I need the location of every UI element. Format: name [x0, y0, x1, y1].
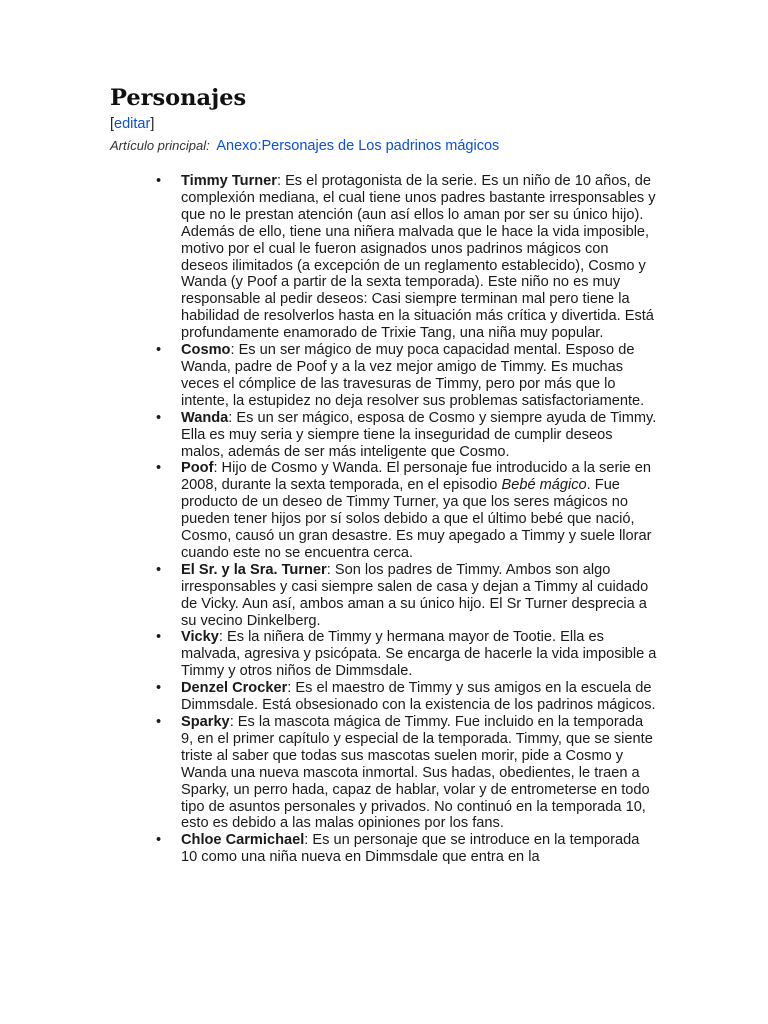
list-item-sparky	[110, 714, 658, 832]
bullet-icon: •	[156, 173, 162, 189]
character-name: Denzel Crocker	[181, 680, 288, 697]
character-name: Vicky	[181, 629, 219, 646]
character-description: : Es la niñera de Timmy y hermana mayor de Tootie. Ella es malvada, agresiva y psicópata. Se encarga de hacerle la vida imposible a Timmy y otros niños de Dimmsdale.	[181, 629, 657, 680]
character-list	[110, 173, 658, 866]
edit-close-bracket: ]	[150, 116, 155, 132]
section-heading: Personajes	[110, 85, 247, 111]
bullet-icon: •	[156, 342, 162, 359]
list-item-poof	[110, 460, 658, 561]
bullet-icon: •	[156, 561, 162, 578]
bullet-icon: •	[156, 460, 162, 477]
list-item-chloe-carmichael	[110, 832, 658, 866]
character-name: Chloe Carmichael	[181, 832, 305, 849]
edit-section-row	[110, 115, 658, 133]
character-description: : Hijo de Cosmo y Wanda. El personaje fue introducido a la serie en 2008, durante la sexta temporada, en el episodio	[181, 460, 651, 494]
list-item-vicky	[110, 629, 658, 680]
main-article-link[interactable]: Anexo:Personajes de Los padrinos mágicos	[216, 138, 500, 154]
character-description: : Son los padres de Timmy. Ambos son algo irresponsables y casi siempre salen de casa y dejan a Timmy al cuidado de Vicky. Aun así, ambos aman a su único hijo. El Sr Turner desprecia a su vecino Dinkelberg.	[181, 561, 649, 629]
edit-open-bracket: [	[110, 116, 115, 132]
character-description: : Es la mascota mágica de Timmy. Fue incluido en la temporada 9, en el primer capítulo y especial de la temporada. Timmy, que se siente triste al saber que todas sus mascotas suelen morir, pide a Cosmo y Wanda una nueva mascota inmortal. Sus hadas, obedientes, le traen a Sparky, un perro hada, capaz de hablar, volar y de entrometerse en todo tipo de asuntos personales y privados. No continuó en la temporada 10, esto es debido a las malas opiniones por los fans.	[181, 714, 653, 832]
character-name: Timmy Turner	[181, 173, 277, 189]
bullet-icon: •	[156, 629, 162, 646]
character-description: : Es el maestro de Timmy y sus amigos en la escuela de Dimmsdale. Está obsesionado con la existencia de los padrinos mágicos.	[181, 680, 656, 714]
article-section	[110, 84, 658, 866]
main-article-note	[110, 137, 658, 155]
character-description: : Es un personaje que se introduce en la temporada 10 como una niña nueva en Dimmsdale que entra en la	[181, 832, 640, 866]
character-name: Cosmo	[181, 342, 231, 359]
character-description-cont: . Fue producto de un deseo de Timmy Turner, ya que los seres mágicos no pueden tener hijos por sí solos debido a que el último bebé que nació, Cosmo, causó un gran desastre. Es muy apegado a Timmy y suele llorar cuando este no se encuentra cerca.	[181, 477, 652, 561]
character-name: Sparky	[181, 714, 230, 730]
character-name: El Sr. y la Sra. Turner	[181, 561, 327, 578]
character-description: : Es un ser mágico de muy poca capacidad mental. Esposo de Wanda, padre de Poof y a la vez mejor amigo de Timmy. Es muchas veces el cómplice de las travesuras de Timmy, pero por más que lo intente, la estupidez no deja resolver sus problemas satisfactoriamente.	[181, 342, 645, 409]
main-article-label: Artículo principal:	[110, 138, 210, 153]
bullet-icon: •	[156, 680, 162, 697]
character-name: Wanda	[181, 409, 229, 426]
bullet-icon: •	[156, 409, 162, 426]
bullet-icon: •	[156, 832, 162, 849]
episode-title: Bebé mágico	[501, 477, 587, 494]
list-item-cosmo	[110, 342, 658, 410]
list-item-denzel-crocker	[110, 680, 658, 714]
character-name: Poof	[181, 460, 214, 477]
character-description: : Es el protagonista de la serie. Es un niño de 10 años, de complexión mediana, el cual tiene unos padres bastante irresponsables y que no le prestan atención (aun así ellos lo aman por ser su único hijo). Además de ello, tiene una niñera malvada que le hace la vida imposible, motivo por el cual le fueron asignados unos padrinos mágicos con deseos ilimitados (a excepción de un reglamento establecido), Cosmo y Wanda (y Poof a partir de la sexta temporada). Este niño no es muy responsable al pedir deseos: Casi siempre terminan mal pero tiene la habilidad de resolverlos hasta en la situación más crítica y divertida. Está profundamente enamorado de Trixie Tang, una niña muy popular.	[181, 173, 656, 342]
list-item-wanda	[110, 410, 658, 461]
list-item-sr-sra-turner	[110, 562, 658, 630]
list-item-timmy-turner	[110, 173, 658, 342]
character-description: : Es un ser mágico, esposa de Cosmo y siempre ayuda de Timmy. Ella es muy seria y siempre tiene la inseguridad de cumplir deseos malos, además de ser más inteligente que Cosmo.	[181, 409, 657, 460]
edit-link[interactable]: editar	[114, 116, 151, 132]
bullet-icon: •	[156, 714, 162, 730]
